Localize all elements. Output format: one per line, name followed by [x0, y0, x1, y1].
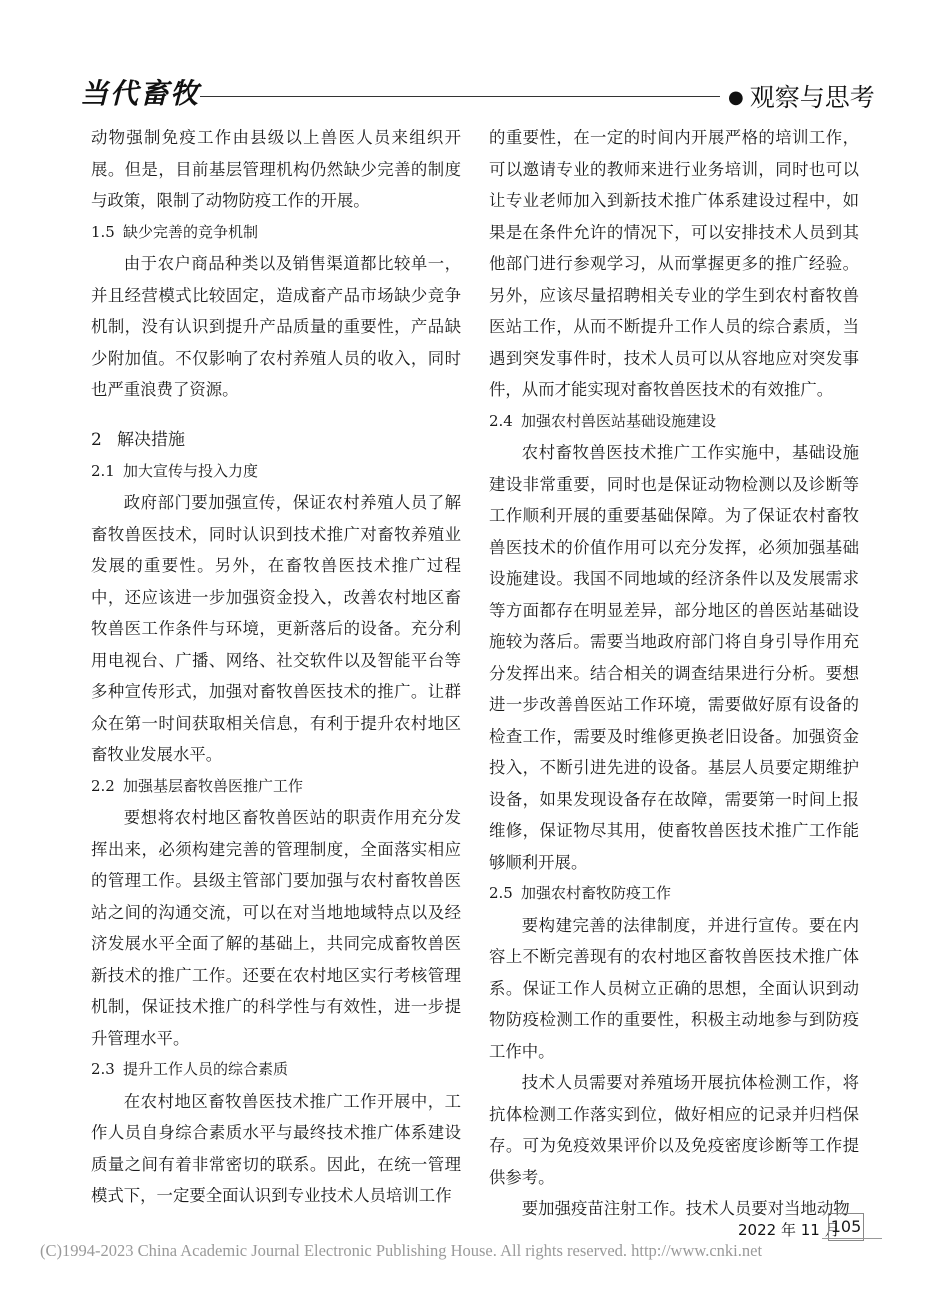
heading-text: 提升工作人员的综合素质: [123, 1060, 289, 1078]
paragraph: 农村畜牧兽医技术推广工作实施中，基础设施建设非常重要，同时也是保证动物检测以及诊断等工作顺利开展的重要基础保障。为了保证农村畜牧兽医技术的价值作用可以充分发挥，必须加强基础设施建设。我国不同地域的经济条件以及发展需求等方面都存在明显差异，部分地区的兽医站基础设施较为落后。需要当地政府部门将自身引导作用充分发挥出来。结合相关的调查结果进行分析。要想进一步改善兽医站工作环境，需要做好原有设备的检查工作，需要及时维修更换老旧设备。加强资金投入，不断引进先进的设备。基层人员要定期维护设备，如果发现设备存在故障，需要第一时间上报维修，保证物尽其用，使畜牧兽医技术推广工作能够顺利开展。: [489, 443, 859, 872]
heading-number: 2.2: [91, 776, 115, 795]
left-column: [91, 122, 461, 1212]
header-rule: [200, 96, 720, 97]
paragraph: 技术人员需要对养殖场开展抗体检测工作，将抗体检测工作落实到位，做好相应的记录并归档保存。可为免疫效果评价以及免疫密度诊断等工作提供参考。: [489, 1073, 859, 1187]
copyright-notice: (C)1994-2023 China Academic Journal Electronic Publishing House. All rights reserved. http://www.cnki.net: [40, 1241, 763, 1260]
paragraph: 要加强疫苗注射工作。技术人员要对当地动物: [521, 1199, 850, 1218]
heading-number: 2.5: [489, 884, 513, 902]
heading-text: 缺少完善的竞争机制: [123, 222, 259, 241]
paragraph: 要构建完善的法律制度，并进行宣传。要在内容上不断完善现有的农村地区畜牧兽医技术推广体系。保证工作人员树立正确的思想，全面认识到动物防疫检测工作的重要性，积极主动地参与到防疫工作中。: [489, 915, 859, 1061]
paragraph: 由于农户商品种类以及销售渠道都比较单一，并且经营模式比较固定，造成畜产品市场缺少竞争机制，没有认识到提升产品质量的重要性，产品缺少附加值。不仅影响了农村养殖人员的收入，同时也严重浪费了资源。: [91, 254, 461, 399]
subsection-heading: [91, 1054, 461, 1086]
page-number: 105: [828, 1213, 864, 1241]
right-column: [489, 122, 859, 1225]
page-header: [0, 0, 950, 120]
journal-logo: 当代畜牧: [80, 77, 201, 110]
subsection-heading: [91, 217, 461, 249]
paragraph: 动物强制免疫工作由县级以上兽医人员来组织开展。但是，目前基层管理机构仍然缺少完善的制度与政策，限制了动物防疫工作的开展。: [91, 128, 461, 210]
paragraph: 在农村地区畜牧兽医技术推广工作开展中，工作人员自身综合素质水平与最终技术推广体系建设质量之间有着非常密切的联系。因此，在统一管理模式下，一定要全面认识到专业技术人员培训工作: [91, 1091, 461, 1205]
heading-text: 加强农村兽医站基础设施建设: [521, 411, 717, 430]
section-heading: [91, 424, 461, 456]
subsection-heading: [91, 456, 461, 488]
footer-rule: [822, 1238, 882, 1239]
section-label: 观察与思考: [749, 83, 875, 112]
paragraph: 的重要性，在一定的时间内开展严格的培训工作，可以邀请专业的教师来进行业务培训，同时也可以让专业老师加入到新技术推广体系建设过程中，如果是在条件允许的情况下，可以安排技术人员到其他部门进行参观学习，从而掌握更多的推广经验。另外，应该尽量招聘相关专业的学生到农村畜牧兽医站工作，从而不断提升工作人员的综合素质，当遇到突发事件时，技术人员可以从容地应对突发事件，从而才能实现对畜牧兽医技术的有效推广。: [489, 128, 859, 399]
issue-date: 2022 年 11 月: [738, 1221, 840, 1239]
heading-text: 解决措施: [117, 429, 185, 450]
paragraph: 政府部门要加强宣传，保证农村养殖人员了解畜牧兽医技术，同时认识到技术推广对畜牧养殖业发展的重要性。另外，在畜牧兽医技术推广过程中，还应该进一步加强资金投入，改善农村地区畜牧兽医工作条件与环境，更新落后的设备。充分利用电视台、广播、网络、社交软件以及智能平台等多种宣传形式，加强对畜牧兽医技术的推广。让群众在第一时间获取相关信息，有利于提升农村地区畜牧业发展水平。: [91, 493, 461, 764]
heading-text: 加大宣传与投入力度: [123, 461, 259, 480]
heading-number: 2.3: [91, 1060, 115, 1078]
paragraph: 要想将农村地区畜牧兽医站的职责作用充分发挥出来，必须构建完善的管理制度，全面落实相应的管理工作。县级主管部门要加强与农村畜牧兽医站之间的沟通交流，可以在对当地地域特点以及经济发展水平全面了解的基础上，共同完成畜牧兽医新技术的推广工作。还要在农村地区实行考核管理机制，保证技术推广的科学性与有效性，进一步提升管理水平。: [91, 808, 461, 1048]
section-tag: [728, 78, 875, 114]
heading-number: 2.1: [91, 461, 115, 480]
subsection-heading: [489, 878, 859, 910]
subsection-heading: [489, 406, 859, 438]
heading-number: 2.4: [489, 411, 513, 430]
bullet-icon: ●: [728, 87, 744, 108]
heading-text: 加强农村畜牧防疫工作: [521, 884, 672, 902]
heading-text: 加强基层畜牧兽医推广工作: [123, 776, 304, 795]
subsection-heading: [91, 771, 461, 803]
heading-number: 1.5: [91, 222, 115, 241]
heading-number: 2: [91, 429, 102, 450]
